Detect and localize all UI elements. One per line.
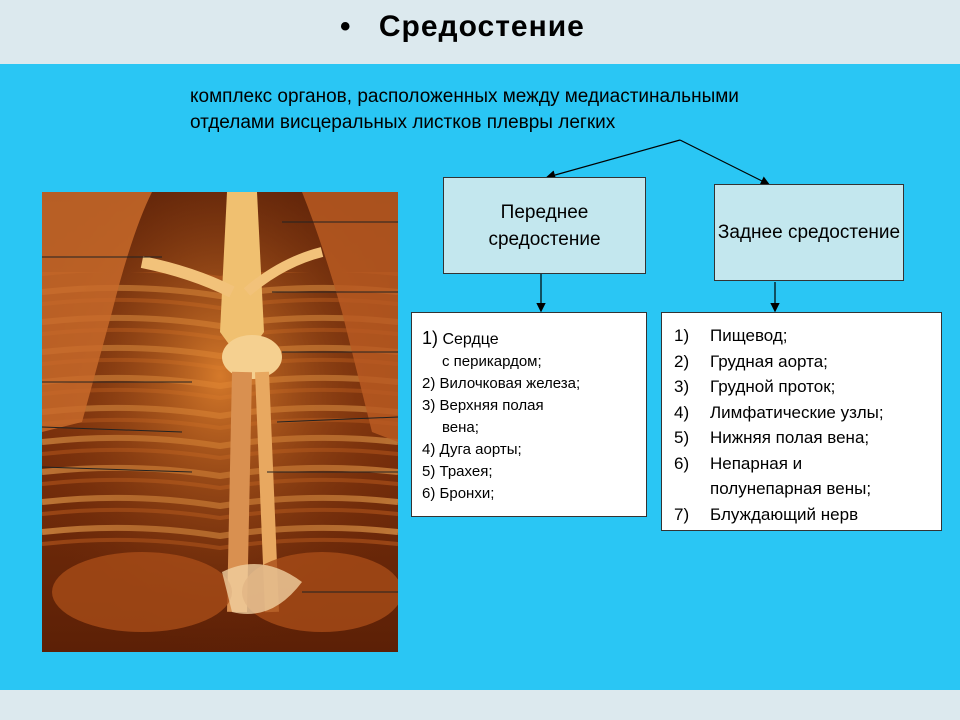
list-item: 4) Дуга аорты; xyxy=(422,441,522,458)
list-item-cont: вена; xyxy=(442,419,479,436)
list-item: 3) Верхняя полая xyxy=(422,397,544,414)
list-item: 5) Нижняя полая вена; xyxy=(674,428,870,447)
anatomy-photo xyxy=(42,192,398,652)
title-bullet: • xyxy=(340,10,352,43)
list-item: 6) Бронхи; xyxy=(422,485,495,502)
list-item: 6) Непарная и xyxy=(674,453,803,473)
posterior-organs-list xyxy=(661,312,942,531)
list-item: 4) Лимфатические узлы; xyxy=(674,402,884,422)
slide-title xyxy=(340,10,585,44)
list-item: 3) Грудной проток; xyxy=(674,377,836,396)
definition-text: комплекс органов, расположенных между медиастинальными отделами висцеральных листков плевры легких xyxy=(190,86,739,133)
posterior-mediastinum-label: Заднее средостение xyxy=(717,222,901,243)
anterior-mediastinum-box xyxy=(443,177,646,274)
list-item: 5) Трахея; xyxy=(422,463,493,480)
footer-bar xyxy=(0,690,960,720)
anterior-organs-list xyxy=(411,312,647,517)
list-item: 1) Сердце xyxy=(422,328,499,348)
anatomy-illustration xyxy=(42,192,398,652)
title-text: Средостение xyxy=(378,10,585,43)
list-item: 2) Грудная аорта; xyxy=(674,351,828,371)
list-item: 1) Пищевод; xyxy=(674,326,788,345)
anterior-mediastinum-label: Переднее средостение xyxy=(488,201,601,250)
list-item-cont: полунепарная вены; xyxy=(710,479,872,498)
list-item: 2) Вилочковая железа; xyxy=(422,375,581,392)
list-item-cont: с перикардом; xyxy=(442,353,542,370)
list-item: 7) Блуждающий нерв xyxy=(674,504,859,524)
posterior-mediastinum-box xyxy=(714,184,904,281)
